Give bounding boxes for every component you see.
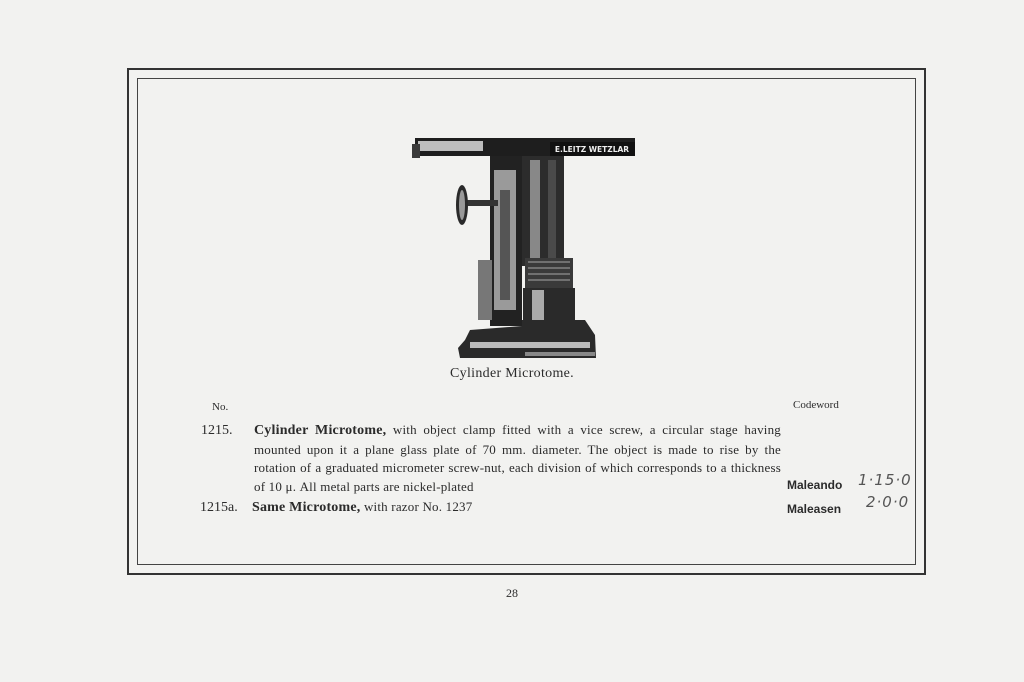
- item-codeword: Maleasen: [787, 502, 842, 516]
- item-codeword: Maleando: [787, 478, 843, 492]
- figure-caption: Cylinder Microtome.: [450, 366, 574, 381]
- microtome-illustration: [410, 130, 640, 365]
- handwritten-price: 2·0·0: [866, 493, 910, 511]
- item-text: with object clamp fitted with a vice screw, a circular stage having mounted upon it a plane glass plate of 70 mm. diameter. The object is made to rise by the rotation of a graduated micrometer screw-nut, each division of which corresponds to a thickness of 10 μ. All metal parts are nickel-plated: [254, 422, 781, 494]
- handwritten-price: 1·15·0: [858, 471, 912, 489]
- brand-plate-text: E.LEITZ WETZLAR: [554, 145, 630, 154]
- item-description: [252, 499, 472, 516]
- column-header-codeword: Codeword: [793, 399, 839, 411]
- item-text: with razor No. 1237: [363, 499, 473, 514]
- column-header-no: No.: [212, 401, 229, 413]
- item-number: 1215a.: [200, 500, 238, 515]
- item-title: Cylinder Microtome,: [254, 423, 387, 438]
- item-number: 1215.: [201, 423, 233, 438]
- item-description: [254, 421, 781, 496]
- item-title: Same Microtome,: [252, 500, 361, 515]
- page-number: 28: [506, 586, 518, 600]
